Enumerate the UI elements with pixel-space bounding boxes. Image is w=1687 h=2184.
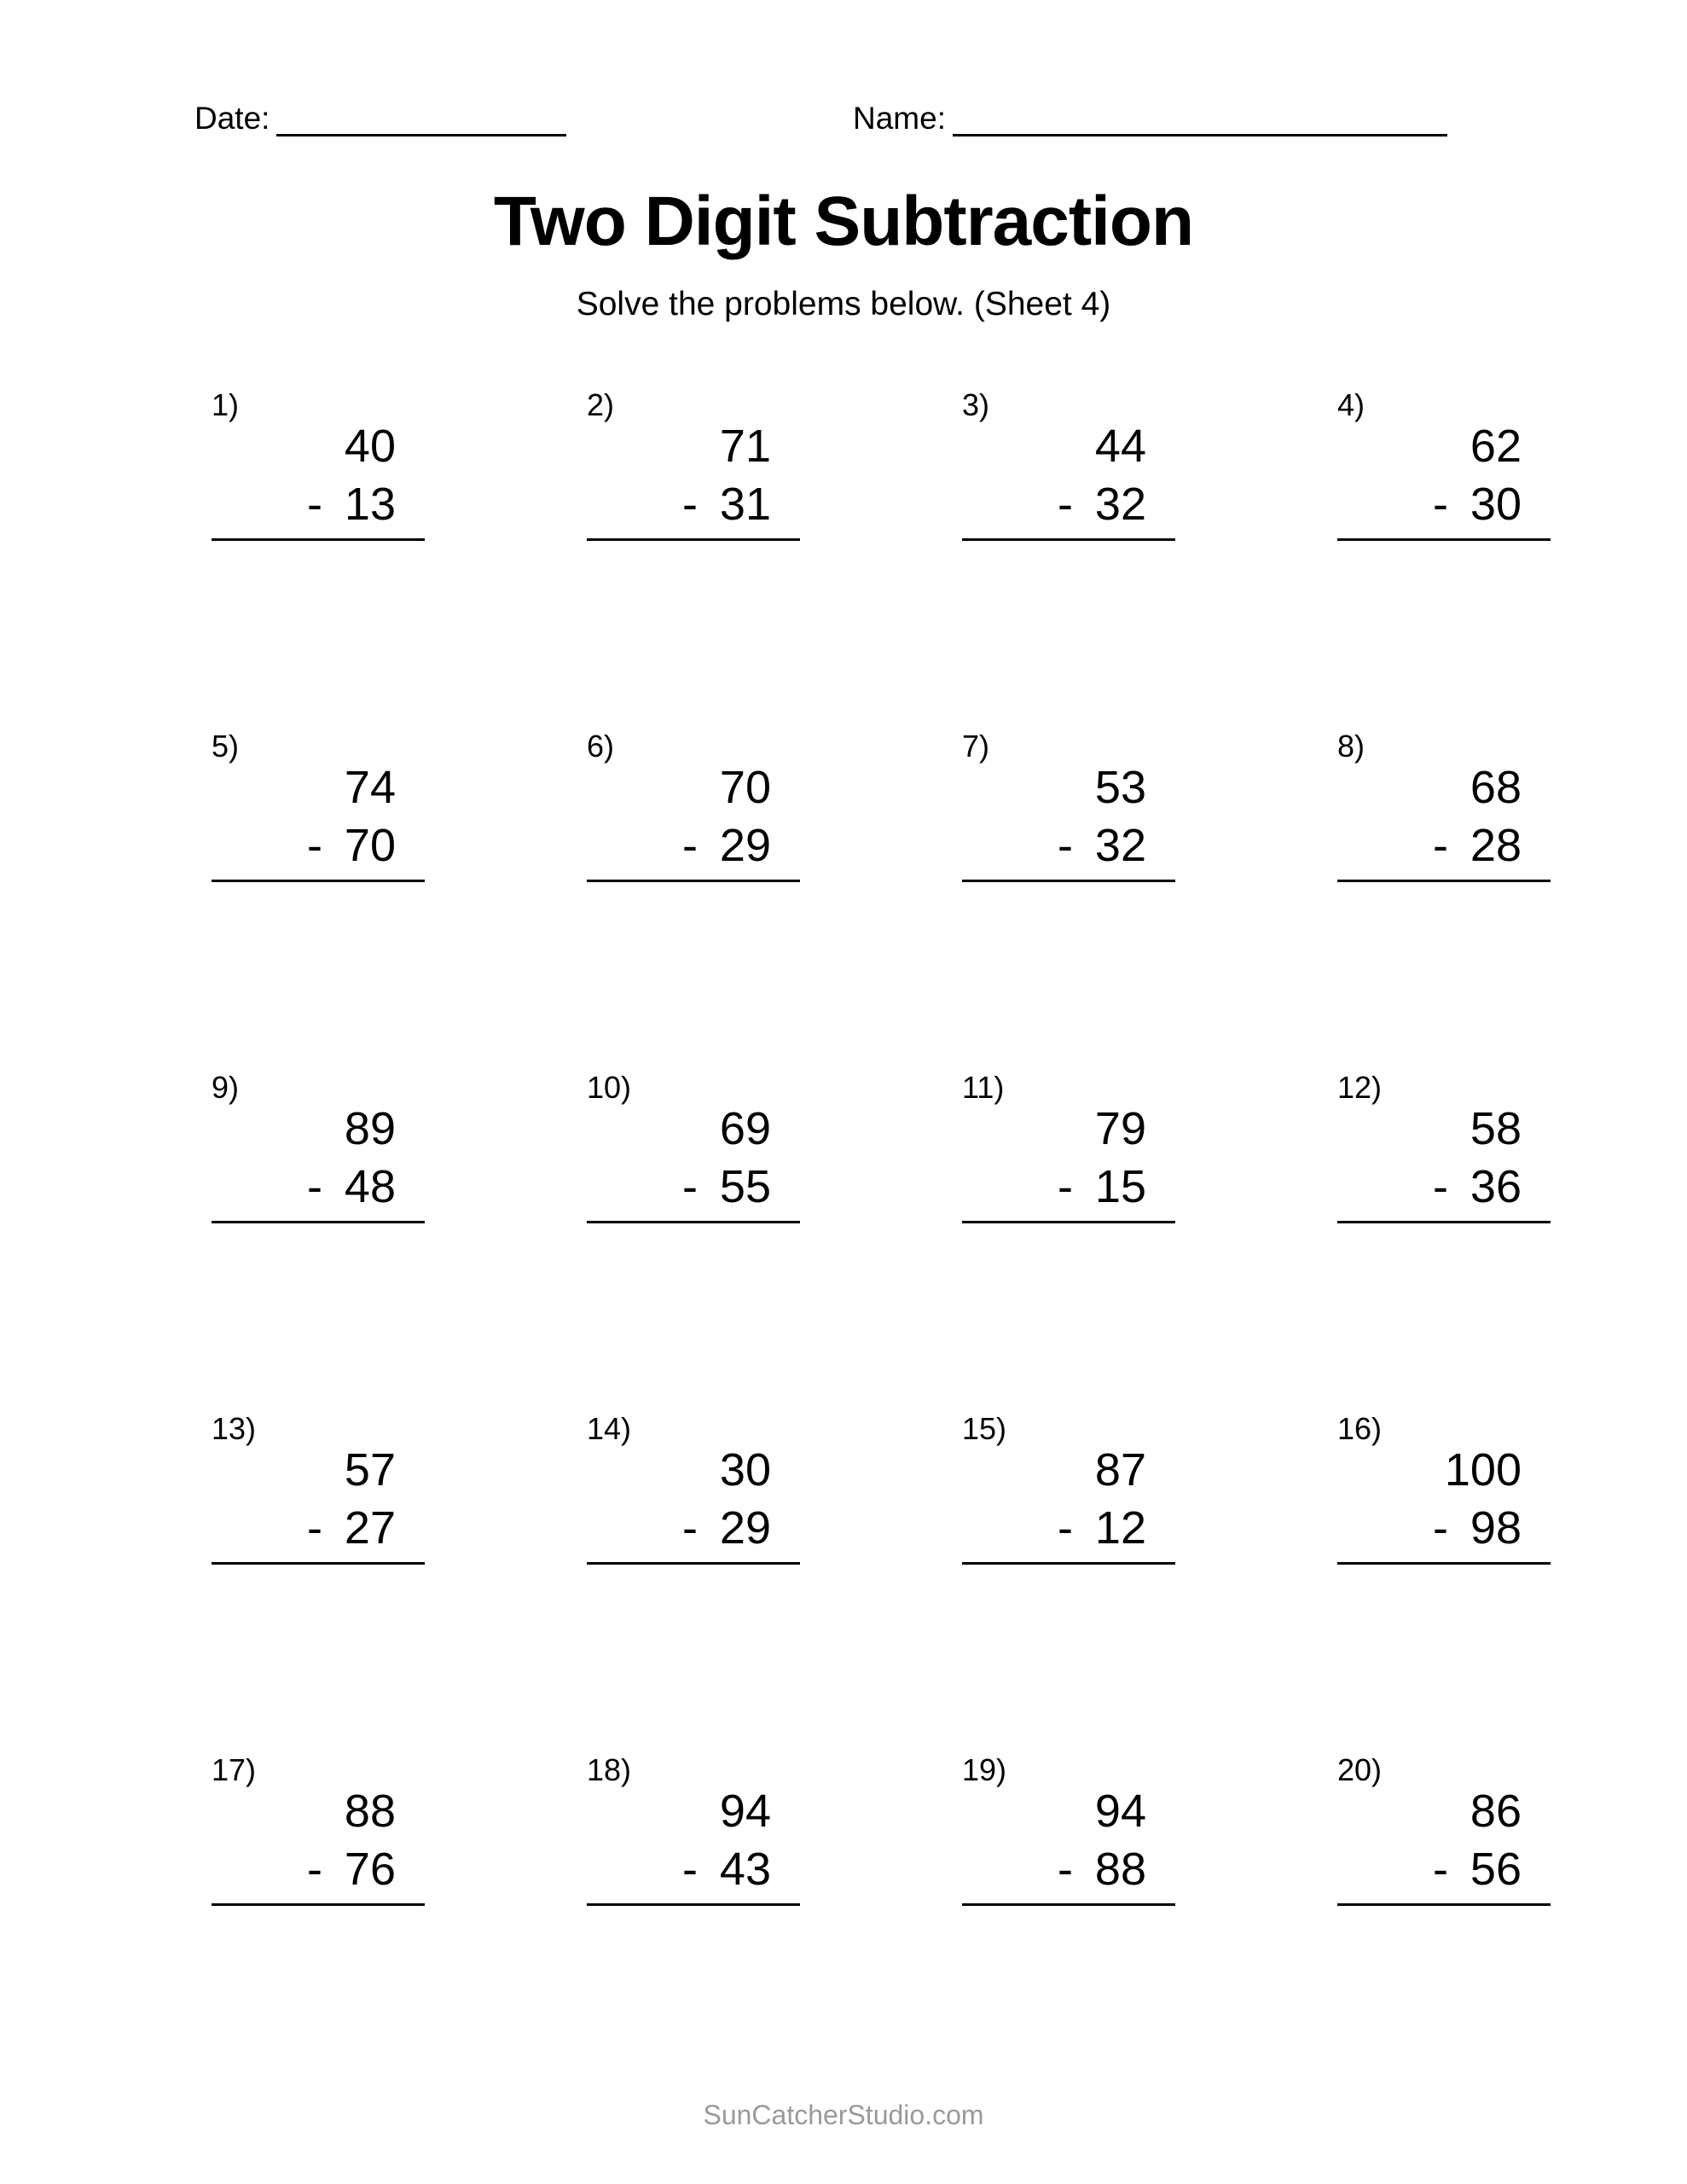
problem-number: 10) xyxy=(587,1070,632,1105)
subtrahend: 36 xyxy=(1470,1161,1522,1212)
problem-number: 12) xyxy=(1337,1070,1383,1105)
problem-body xyxy=(962,758,1175,882)
minuend: 30 xyxy=(719,1444,771,1496)
minuend: 74 xyxy=(344,762,396,813)
problem-item xyxy=(1279,1412,1655,1753)
problem-item xyxy=(904,1753,1279,2094)
problem-body xyxy=(587,1100,800,1223)
minus-sign-icon: - xyxy=(1432,820,1448,871)
problem-item xyxy=(904,729,1279,1071)
problem-number: 18) xyxy=(587,1752,632,1787)
minus-sign-icon: - xyxy=(306,1844,322,1895)
problem-item xyxy=(904,388,1279,729)
subtrahend: 29 xyxy=(719,1502,771,1554)
subtrahend-row xyxy=(212,475,425,533)
subtrahend: 15 xyxy=(1094,1161,1146,1212)
problem-item xyxy=(904,1412,1279,1753)
problem-number: 14) xyxy=(587,1411,632,1446)
problem-body xyxy=(962,1782,1175,1906)
minus-sign-icon: - xyxy=(1432,1844,1448,1895)
answer-line[interactable] xyxy=(1337,1903,1551,1906)
problem-body xyxy=(1337,417,1551,541)
minus-sign-icon: - xyxy=(306,1502,322,1554)
answer-line[interactable] xyxy=(1337,538,1551,541)
problem-item xyxy=(1279,388,1655,729)
minus-sign-icon: - xyxy=(681,1502,698,1554)
minuend: 94 xyxy=(719,1786,771,1837)
minuend: 44 xyxy=(1094,421,1146,472)
page-title: Two Digit Subtraction xyxy=(493,183,1194,260)
subtrahend-row xyxy=(212,1158,425,1216)
problem-item xyxy=(529,388,904,729)
subtrahend: 13 xyxy=(344,479,396,530)
minuend: 87 xyxy=(1094,1444,1146,1496)
subtrahend-row xyxy=(587,1158,800,1216)
answer-line[interactable] xyxy=(1337,880,1551,882)
minuend: 71 xyxy=(719,421,771,472)
answer-line[interactable] xyxy=(212,538,425,541)
subtrahend: 29 xyxy=(719,820,771,871)
minuend: 57 xyxy=(344,1444,396,1496)
answer-line[interactable] xyxy=(587,1562,800,1565)
minuend: 100 xyxy=(1444,1444,1522,1496)
problem-body xyxy=(212,1782,425,1906)
subtrahend-row xyxy=(587,1840,800,1898)
footer-attribution: SunCatcherStudio.com xyxy=(703,2100,984,2130)
problem-body xyxy=(212,758,425,882)
minus-sign-icon: - xyxy=(1432,479,1448,530)
problem-body xyxy=(212,1100,425,1223)
minus-sign-icon: - xyxy=(681,1844,698,1895)
problem-body xyxy=(587,758,800,882)
minus-sign-icon: - xyxy=(1057,1844,1073,1895)
minuend: 40 xyxy=(344,421,396,472)
problem-body xyxy=(1337,758,1551,882)
minus-sign-icon: - xyxy=(1057,1161,1073,1212)
problem-number: 11) xyxy=(962,1070,1005,1105)
minuend: 79 xyxy=(1094,1103,1146,1154)
problem-number: 2) xyxy=(587,387,615,422)
subtrahend: 28 xyxy=(1470,820,1522,871)
answer-line[interactable] xyxy=(962,1562,1175,1565)
problem-number: 17) xyxy=(212,1752,257,1787)
problem-body xyxy=(962,417,1175,541)
problem-number: 7) xyxy=(962,729,990,764)
problem-item xyxy=(1279,1071,1655,1412)
subtrahend: 32 xyxy=(1094,479,1146,530)
subtrahend-row xyxy=(962,475,1175,533)
name-field-group xyxy=(853,101,1447,136)
minus-sign-icon: - xyxy=(306,820,322,871)
problem-body xyxy=(1337,1100,1551,1223)
subtrahend-row xyxy=(962,1499,1175,1557)
minuend: 62 xyxy=(1470,421,1522,472)
problem-body xyxy=(587,1782,800,1906)
subtrahend: 30 xyxy=(1470,479,1522,530)
answer-line[interactable] xyxy=(587,1221,800,1223)
minuend: 58 xyxy=(1470,1103,1522,1154)
subtrahend: 48 xyxy=(344,1161,396,1212)
subtrahend-row xyxy=(587,1499,800,1557)
problem-item xyxy=(1279,729,1655,1071)
answer-line[interactable] xyxy=(587,538,800,541)
minuend: 70 xyxy=(719,762,771,813)
subtrahend: 76 xyxy=(344,1844,396,1895)
problem-number: 3) xyxy=(962,387,990,422)
problem-item xyxy=(154,1412,529,1753)
problem-item xyxy=(154,729,529,1071)
problem-number: 4) xyxy=(1337,387,1365,422)
minus-sign-icon: - xyxy=(681,479,698,530)
answer-line[interactable] xyxy=(212,1221,425,1223)
minus-sign-icon: - xyxy=(1432,1161,1448,1212)
subtrahend: 98 xyxy=(1470,1502,1522,1554)
problem-item xyxy=(1279,1753,1655,2094)
subtrahend: 12 xyxy=(1094,1502,1146,1554)
subtrahend-row xyxy=(1337,1158,1551,1216)
problem-number: 13) xyxy=(212,1411,257,1446)
subtrahend: 27 xyxy=(344,1502,396,1554)
date-write-line[interactable] xyxy=(276,108,566,136)
subtrahend-row xyxy=(587,475,800,533)
problem-item xyxy=(904,1071,1279,1412)
problem-body xyxy=(962,1100,1175,1223)
subtrahend-row xyxy=(1337,475,1551,533)
subtrahend-row xyxy=(962,816,1175,874)
date-field-group xyxy=(194,101,566,136)
problem-item xyxy=(529,1412,904,1753)
name-label: Name: xyxy=(853,101,946,136)
date-label: Date: xyxy=(194,101,270,136)
answer-line[interactable] xyxy=(962,880,1175,882)
problem-body xyxy=(212,1441,425,1565)
minus-sign-icon: - xyxy=(681,1161,698,1212)
subtrahend-row xyxy=(212,816,425,874)
problem-number: 20) xyxy=(1337,1752,1383,1787)
minuend: 69 xyxy=(719,1103,771,1154)
minus-sign-icon: - xyxy=(1057,820,1073,871)
subtrahend-row xyxy=(212,1499,425,1557)
subtrahend: 70 xyxy=(344,820,396,871)
problem-number: 5) xyxy=(212,729,240,764)
subtrahend-row xyxy=(1337,816,1551,874)
problem-body xyxy=(587,1441,800,1565)
problem-body xyxy=(212,417,425,541)
problem-number: 8) xyxy=(1337,729,1365,764)
subtrahend: 43 xyxy=(719,1844,771,1895)
problem-item xyxy=(154,1071,529,1412)
answer-line[interactable] xyxy=(962,538,1175,541)
minuend: 94 xyxy=(1094,1786,1146,1837)
answer-line[interactable] xyxy=(212,1562,425,1565)
subtrahend-row xyxy=(962,1840,1175,1898)
answer-line[interactable] xyxy=(962,1903,1175,1906)
problem-item xyxy=(154,1753,529,2094)
subtrahend: 31 xyxy=(719,479,771,530)
minuend: 53 xyxy=(1094,762,1146,813)
answer-line[interactable] xyxy=(962,1221,1175,1223)
problem-body xyxy=(1337,1441,1551,1565)
worksheet-header xyxy=(0,101,1687,152)
subtrahend: 55 xyxy=(719,1161,771,1212)
subtrahend: 88 xyxy=(1094,1844,1146,1895)
problem-body xyxy=(587,417,800,541)
answer-line[interactable] xyxy=(212,1903,425,1906)
minus-sign-icon: - xyxy=(1057,479,1073,530)
minus-sign-icon: - xyxy=(306,1161,322,1212)
subtrahend-row xyxy=(1337,1840,1551,1898)
subtrahend-row xyxy=(212,1840,425,1898)
problem-number: 16) xyxy=(1337,1411,1383,1446)
problem-grid xyxy=(154,388,1569,2094)
minus-sign-icon: - xyxy=(681,820,698,871)
subtrahend-row xyxy=(1337,1499,1551,1557)
answer-line[interactable] xyxy=(1337,1221,1551,1223)
answer-line[interactable] xyxy=(587,1903,800,1906)
problem-number: 1) xyxy=(212,387,240,422)
problem-item xyxy=(529,1753,904,2094)
problem-body xyxy=(962,1441,1175,1565)
answer-line[interactable] xyxy=(212,880,425,882)
minus-sign-icon: - xyxy=(1057,1502,1073,1554)
minuend: 88 xyxy=(344,1786,396,1837)
problem-body xyxy=(1337,1782,1551,1906)
problem-item xyxy=(154,388,529,729)
subtrahend: 56 xyxy=(1470,1844,1522,1895)
minuend: 68 xyxy=(1470,762,1522,813)
answer-line[interactable] xyxy=(587,880,800,882)
problem-number: 9) xyxy=(212,1070,240,1105)
problem-item xyxy=(529,729,904,1071)
problem-number: 6) xyxy=(587,729,615,764)
problem-item xyxy=(529,1071,904,1412)
name-write-line[interactable] xyxy=(953,108,1447,136)
minus-sign-icon: - xyxy=(1432,1502,1448,1554)
subtrahend-row xyxy=(962,1158,1175,1216)
problem-number: 15) xyxy=(962,1411,1007,1446)
subtrahend-row xyxy=(587,816,800,874)
answer-line[interactable] xyxy=(1337,1562,1551,1565)
minuend: 89 xyxy=(344,1103,396,1154)
page-subtitle: Solve the problems below. (Sheet 4) xyxy=(576,286,1111,322)
problem-number: 19) xyxy=(962,1752,1007,1787)
minuend: 86 xyxy=(1470,1786,1522,1837)
minus-sign-icon: - xyxy=(306,479,322,530)
subtrahend: 32 xyxy=(1094,820,1146,871)
